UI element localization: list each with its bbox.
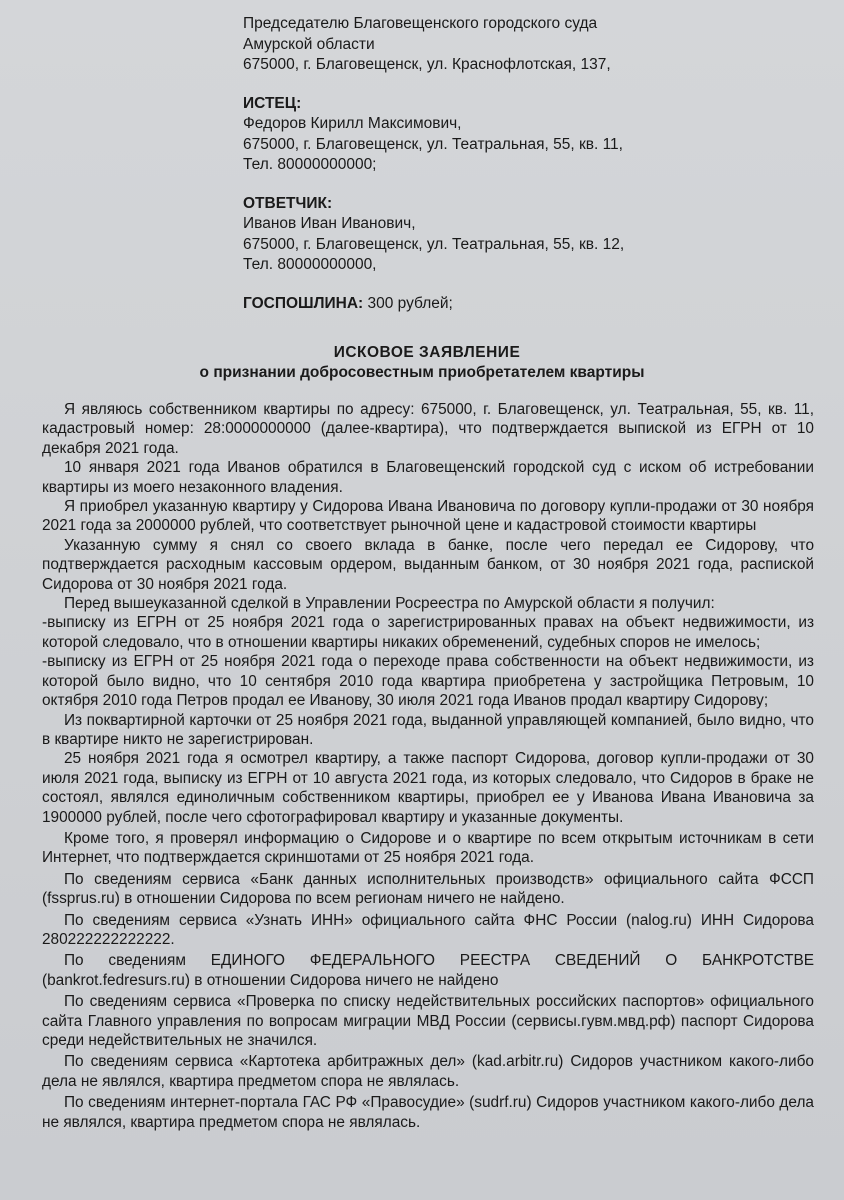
fee-value: 300 рублей; <box>363 294 453 312</box>
paragraph: По сведениям интернет-портала ГАС РФ «Правосудие» (sudrf.ru) Сидоров участником какого-либо дела не являлся, квартира предметом спора не являлась. <box>42 1094 814 1131</box>
addressee-line: Председателю Благовещенского городского суда <box>243 15 598 32</box>
title-line: ИСКОВОЕ ЗАЯВЛЕНИЕ <box>333 344 521 361</box>
addressee-line: Амурской области <box>243 35 375 53</box>
plaintiff-address: 675000, г. Благовещенск, ул. Театральная, 55, кв. 11, <box>243 135 623 153</box>
plaintiff-name: Федоров Кирилл Максимович, <box>243 115 462 132</box>
defendant-label: ОТВЕТЧИК: <box>243 194 333 212</box>
paragraph: По сведениям сервиса «Проверка по списку недействительных российских паспортов» официального сайта Главного управления по вопросам миграции МВД России (сервисы.гувм.мвд.рф) паспорт Сидорова среди недействительных не значился. <box>42 993 814 1049</box>
paragraph: По сведениям сервиса «Картотека арбитражных дел» (kad.arbitr.ru) Сидоров участником какого-либо дела не являлся, квартира предметом спора не являлась. <box>42 1053 814 1090</box>
addressee-address: 675000, г. Благовещенск, ул. Краснофлотская, 137, <box>243 56 611 73</box>
paragraph: Я приобрел указанную квартиру у Сидорова Ивана Ивановича по договору купли-продажи от 30 ноября 2021 года за 2000000 рублей, что соответствует рыночной цене и кадастровой стоимости квартиры <box>42 498 814 535</box>
paragraph: Кроме того, я проверял информацию о Сидорове и о квартире по всем открытым источникам в сети Интернет, что подтверждается скриншотами от 25 ноября 2021 года. <box>42 829 814 867</box>
paragraph: Из поквартирной карточки от 25 ноября 2021 года, выданной управляющей компанией, было видно, что в квартире никто не зарегистрирован. <box>42 711 814 748</box>
paragraph: Я являюсь собственником квартиры по адресу: 675000, г. Благовещенск, ул. Театральная, 55, кв. 11, кадастровый номер: 28:0000000000 (далее-квартира), что подтверждается выпиской из ЕГРН от 10 декабря 2021 года. <box>42 401 814 457</box>
paragraph: По сведениям сервиса «Узнать ИНН» официального сайта ФНС России (nalog.ru) ИНН Сидорова 280222222222222. <box>42 911 814 948</box>
paragraph: По сведениям сервиса «Банк данных исполнительных производств» официального сайта ФССП (fssprus.ru) в отношении Сидорова по всем регионам ничего не найдено. <box>42 870 814 908</box>
paragraph: Указанную сумму я снял со своего вклада в банке, после чего передал ее Сидорову, что подтверждается расходным кассовым ордером, выданным банком, от 30 ноября 2021 года, распиской Сидорова от 30 ноября 2021 года. <box>42 536 814 593</box>
plaintiff-label: ИСТЕЦ: <box>243 94 302 112</box>
document-title <box>0 343 844 383</box>
list-item: -выписку из ЕГРН от 25 ноября 2021 года о зарегистрированных правах на объект недвижимости, из которой следовало, что в отношении квартиры никаких обременений, судебных споров не имелось; <box>42 614 814 651</box>
addressee-header <box>243 14 803 314</box>
fee-label: ГОСПОШЛИНА: <box>243 294 364 312</box>
claim-body <box>42 400 814 1132</box>
defendant-name: Иванов Иван Иванович, <box>243 215 416 232</box>
paragraph: Перед вышеуказанной сделкой в Управлении Росреестра по Амурской области я получил: <box>64 595 715 613</box>
state-fee <box>243 294 803 315</box>
subtitle-line: о признании добросовестным приобретателем квартиры <box>199 364 645 381</box>
plaintiff-phone: Тел. 80000000000; <box>243 156 377 173</box>
paragraph: 25 ноября 2021 года я осмотрел квартиру, а также паспорт Сидорова, договор купли-продажи от 30 июля 2021 года, выписку из ЕГРН от 10 августа 2021 года, из которых следовало, что Сидоров в браке не состоял, являлся единоличным собственником квартиры, приобрел ее у Иванова Ивана Ивановича за 1900000 рублей, после чего сфотографировал квартиру и указанные документы. <box>42 750 814 826</box>
defendant-phone: Тел. 80000000000, <box>243 256 377 273</box>
list-item: -выписку из ЕГРН от 25 ноября 2021 года о переходе права собственности на объект недвижимости, из которой было видно, что 10 сентября 2010 года квартира приобретена у застройщика Петровым, 10 октября 2010 года Петров продал ее Иванову, 30 июля 2021 года Иванов продал квартиру Сидорову; <box>42 653 814 710</box>
paragraph: По сведениям ЕДИНОГО ФЕДЕРАЛЬНОГО РЕЕСТРА СВЕДЕНИЙ О БАНКРОТСТВЕ (bankrot.fedresurs.ru) в отношении Сидорова ничего не найдено <box>42 952 814 989</box>
paragraph: 10 января 2021 года Иванов обратился в Благовещенский городской суд с иском об истребовании квартиры из моего незаконного владения. <box>42 459 814 496</box>
defendant-address: 675000, г. Благовещенск, ул. Театральная, 55, кв. 12, <box>243 235 625 253</box>
